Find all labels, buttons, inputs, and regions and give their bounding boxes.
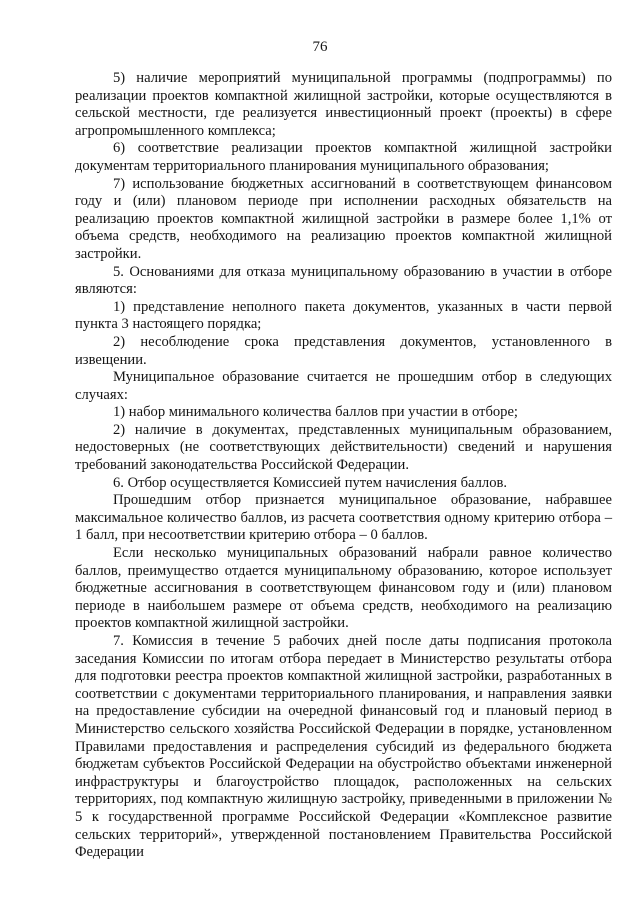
paragraph-passed-rule: Прошедшим отбор признается муниципальное образование, набравшее максимальное количество баллов, из расчета соответствия одному критерию отбора – 1 балл, при несоответствии критерию отбора – 0 баллов. [75, 492, 612, 544]
paragraph-criterion-7: 7) использование бюджетных ассигнований в соответствующем финансовом году и (или) плановом периоде при исполнении расходных обязательств на реализацию проектов компактной жилищной застройки в размере более 1,1% от объема средств, необходимого на реализацию проектов компактной жилищной застройки. [75, 175, 612, 262]
paragraph-section-5: 5. Основаниями для отказа муниципальному образованию в участии в отборе являются: [75, 263, 612, 298]
page-number: 76 [312, 39, 328, 55]
paragraph-tie-rule: Если несколько муниципальных образований набрали равное количество баллов, преимущество отдается муниципальному образованию, которое использует бюджетные ассигнования в соответствующем финансовом году и (или) плановом периоде в наибольшем размере от объема средств, необходимого на реализацию проектов компактной жилищной застройки. [75, 545, 612, 632]
paragraph-not-passed-2: 2) наличие в документах, представленных муниципальным образованием, недостоверных (не соответствующих действительности) сведений и нарушения требований законодательства Российской Федерации. [75, 421, 612, 474]
paragraph-not-passed: Муниципальное образование считается не прошедшим отбор в следующих случаях: [75, 369, 612, 403]
paragraph-refusal-1: 1) представление неполного пакета документов, указанных в части первой пункта 3 настоящего порядка; [75, 298, 612, 333]
paragraph-section-6: 6. Отбор осуществляется Комиссией путем начисления баллов. [113, 474, 508, 491]
paragraph-section-7: 7. Комиссия в течение 5 рабочих дней после даты подписания протокола заседания Комиссии по итогам отбора передает в Министерство результаты отбора для подготовки реестра проектов компактной жилищной застройки, разработанных в соответствии с документами территориального планирования, и направления заявки на предоставление субсидии на очередной финансовый год и плановый период в Министерство сельского хозяйства Российской Федерации в порядке, установленном Правилами предоставления и распределения субсидий из федерального бюджета бюджетам субъектов Российской Федерации на обустройство объектами инженерной инфраструктуры и благоустройство площадок, расположенных на сельских территориях, под компактную жилищную застройку, приведенными в приложении № 5 к государственной программе Российской Федерации «Комплексное развитие сельских территорий», утвержденной постановлением Правительства Российской Федерации [75, 633, 612, 861]
paragraph-refusal-2: 2) несоблюдение срока представления документов, установленного в извещении. [75, 333, 612, 368]
document-body [75, 70, 612, 862]
paragraph-not-passed-1: 1) набор минимального количества баллов при участии в отборе; [113, 404, 518, 421]
paragraph-criterion-6: 6) соответствие реализации проектов компактной жилищной застройки документам территориального планирования муниципального образования; [75, 140, 612, 174]
paragraph-criterion-5: 5) наличие мероприятий муниципальной программы (подпрограммы) по реализации проектов компактной жилищной застройки, которые осуществляются в сельской местности, где реализуется инвестиционный проект (проекты) в сфере агропромышленного комплекса; [75, 70, 612, 139]
